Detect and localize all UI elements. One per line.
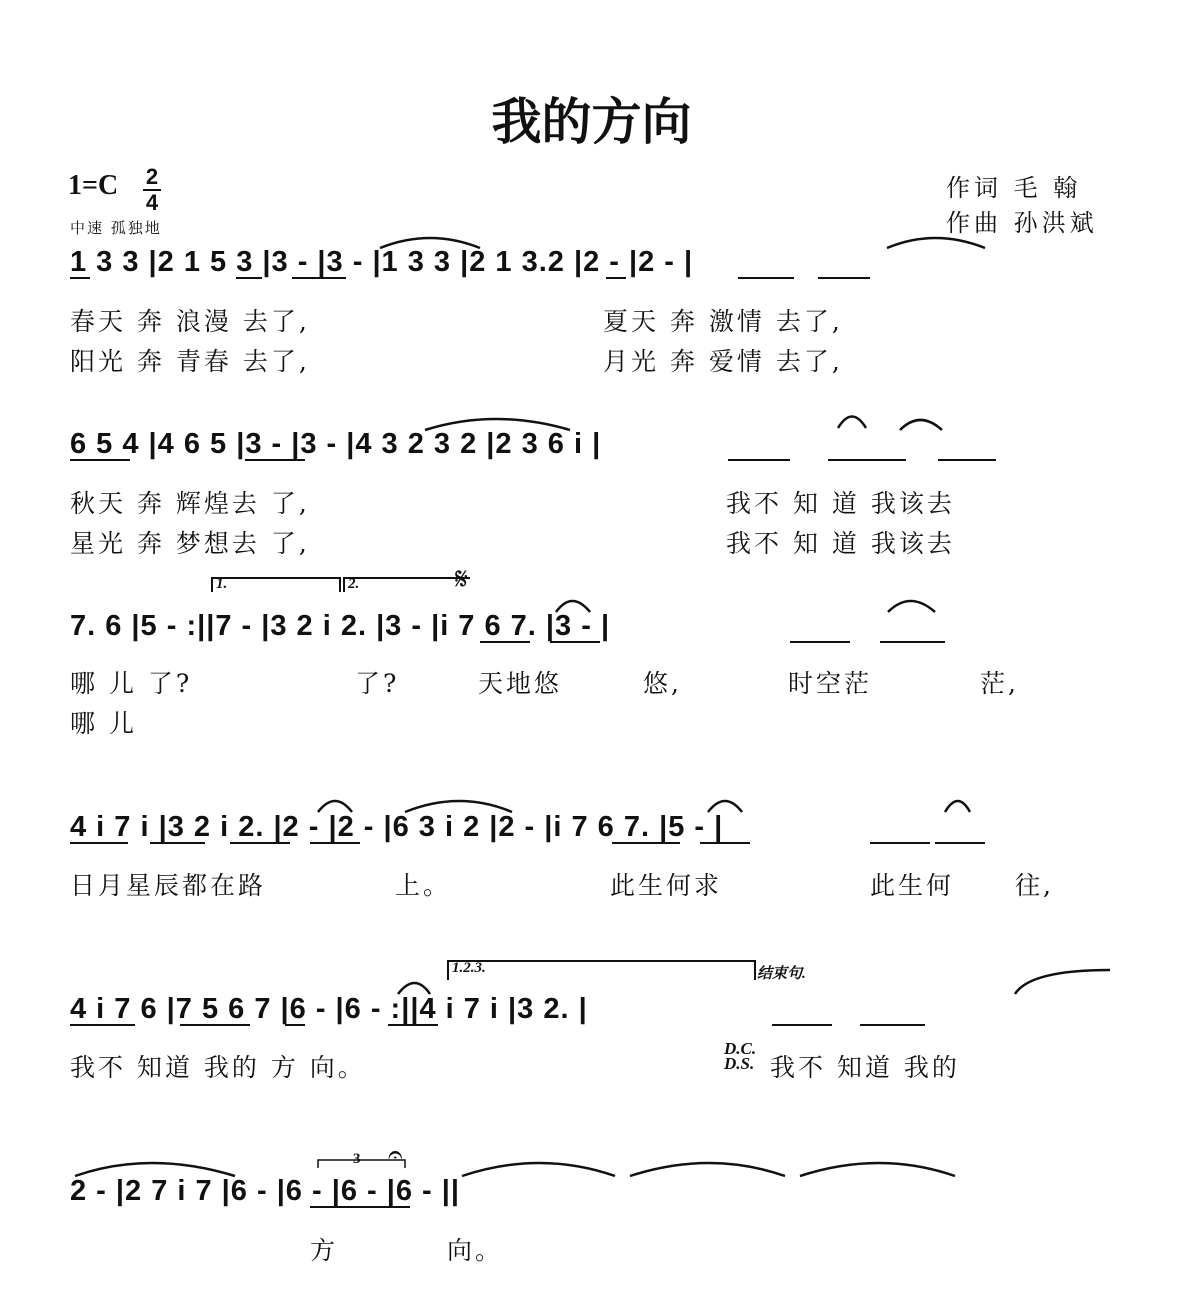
tie-row4-c [708, 801, 742, 812]
lyric-row-4-a: 日月星辰都在路 [70, 871, 267, 900]
lyric-row-2-verse-1-a: 秋天 奔 辉煌去 了, [70, 489, 310, 518]
tie-row1-a [380, 238, 480, 248]
notation-row-1: 1 3 3 |2 1 5 3 |3 - |3 - |1 3 3 |2 1 3.2 |2 - |2 - | [70, 246, 694, 278]
page-title: 我的方向 [491, 92, 692, 151]
lyric-row-3-c: 天地悠 [478, 669, 563, 698]
lyric-row-2-verse-2-b: 我不 知 道 我该去 [726, 529, 955, 558]
lyric-row-2-verse-1-b: 我不 知 道 我该去 [726, 489, 955, 518]
lyric-row-1-verse-2-a: 阳光 奔 青春 去了, [70, 347, 310, 376]
tie-row4-d [945, 801, 970, 812]
lyric-row-4-b: 上。 [395, 871, 452, 900]
volta-2-label: 2. [348, 576, 360, 592]
volta-1-label: 1. [216, 576, 228, 592]
volta-1-bracket [212, 578, 340, 592]
notation-row-6: 2 - |2 7 i 7 |6 - |6 - |6 - |6 - || [70, 1175, 460, 1207]
key-signature: 1=C [68, 170, 119, 201]
lyric-row-3-a: 哪 儿 了? [70, 669, 193, 698]
notation-row-4: 4 i 7 i |3 2 i 2. |2 - |2 - |6 3 i 2 |2 - |i 7 6 7. |5 - | [70, 811, 724, 843]
lyric-row-4-d: 此生何 [870, 871, 955, 900]
lyric-row-6-b: 向。 [447, 1236, 504, 1265]
tie-row2-a [425, 419, 570, 430]
notation-row-3: 7. 6 |5 - :||7 - |3 2 i 2. |3 - |i 7 6 7. |3 - | [70, 610, 611, 642]
volta-123-bracket [448, 961, 755, 980]
triplet-label: 3 [353, 1151, 361, 1167]
lyric-row-4-c: 此生何求 [610, 871, 723, 900]
lyric-row-4-e: 往, [1015, 871, 1054, 900]
tie-row6-d [800, 1163, 955, 1176]
lyric-row-6-a: 方 [310, 1236, 339, 1265]
dc-marking: D.C. [724, 1039, 757, 1058]
lyric-row-3-g: 哪 儿 [70, 709, 137, 738]
fermata-sign: 𝄐 [388, 1140, 403, 1170]
lyric-row-3-d: 悠, [643, 669, 682, 698]
tie-row6-c [630, 1163, 785, 1176]
ending-phrase-label: 结束句. [757, 966, 806, 982]
ds-marking: D.S. [724, 1054, 755, 1073]
tie-row4-a [318, 801, 352, 812]
notation-row-2: 6 5 4 |4 6 5 |3 - |3 - |4 3 2 3 2 |2 3 6 i | [70, 428, 602, 460]
lyric-row-3-b: 了? [355, 669, 400, 698]
lyric-row-3-e: 时空茫 [788, 669, 873, 698]
composer-credit: 作曲 孙洪斌 [946, 209, 1098, 237]
lyric-row-3-f: 茫, [980, 669, 1019, 698]
lyric-row-2-verse-2-a: 星光 奔 梦想去 了, [70, 529, 310, 558]
tie-row4-b [405, 801, 512, 812]
lyric-row-1-verse-2-b: 月光 奔 爱情 去了, [603, 347, 843, 376]
tie-row6-b [462, 1163, 615, 1176]
tie-row2-b [838, 417, 866, 429]
tie-row1-b [887, 238, 985, 248]
time-signature-bottom: 4 [145, 190, 159, 215]
lyric-row-1-verse-1-a: 春天 奔 浪漫 去了, [70, 307, 310, 336]
volta-2-bracket [344, 578, 470, 592]
lyricist-credit: 作词 毛 翰 [946, 174, 1082, 202]
tie-row5-b [1015, 970, 1110, 994]
tie-row3-a [556, 601, 590, 612]
triplet-bracket [318, 1160, 405, 1168]
tie-row5-a [398, 983, 430, 994]
volta-123-label: 1.2.3. [452, 960, 486, 976]
segno-sign: 𝄋 [455, 562, 468, 597]
lyric-row-5-a: 我不 知道 我的 方 向。 [70, 1053, 366, 1082]
tie-row3-b [888, 601, 935, 612]
lyric-row-1-verse-1-b: 夏天 奔 激情 去了, [603, 307, 843, 336]
tie-row2-c [900, 420, 942, 430]
lyric-row-5-b: 我不 知道 我的 [770, 1053, 960, 1082]
tie-row6-a [75, 1163, 235, 1176]
tempo-marking: 中速 孤独地 [70, 219, 162, 237]
time-signature-top: 2 [145, 164, 159, 189]
notation-row-5: 4 i 7 6 |7 5 6 7 |6 - |6 - :||4 i 7 i |3 2. | [70, 993, 588, 1025]
